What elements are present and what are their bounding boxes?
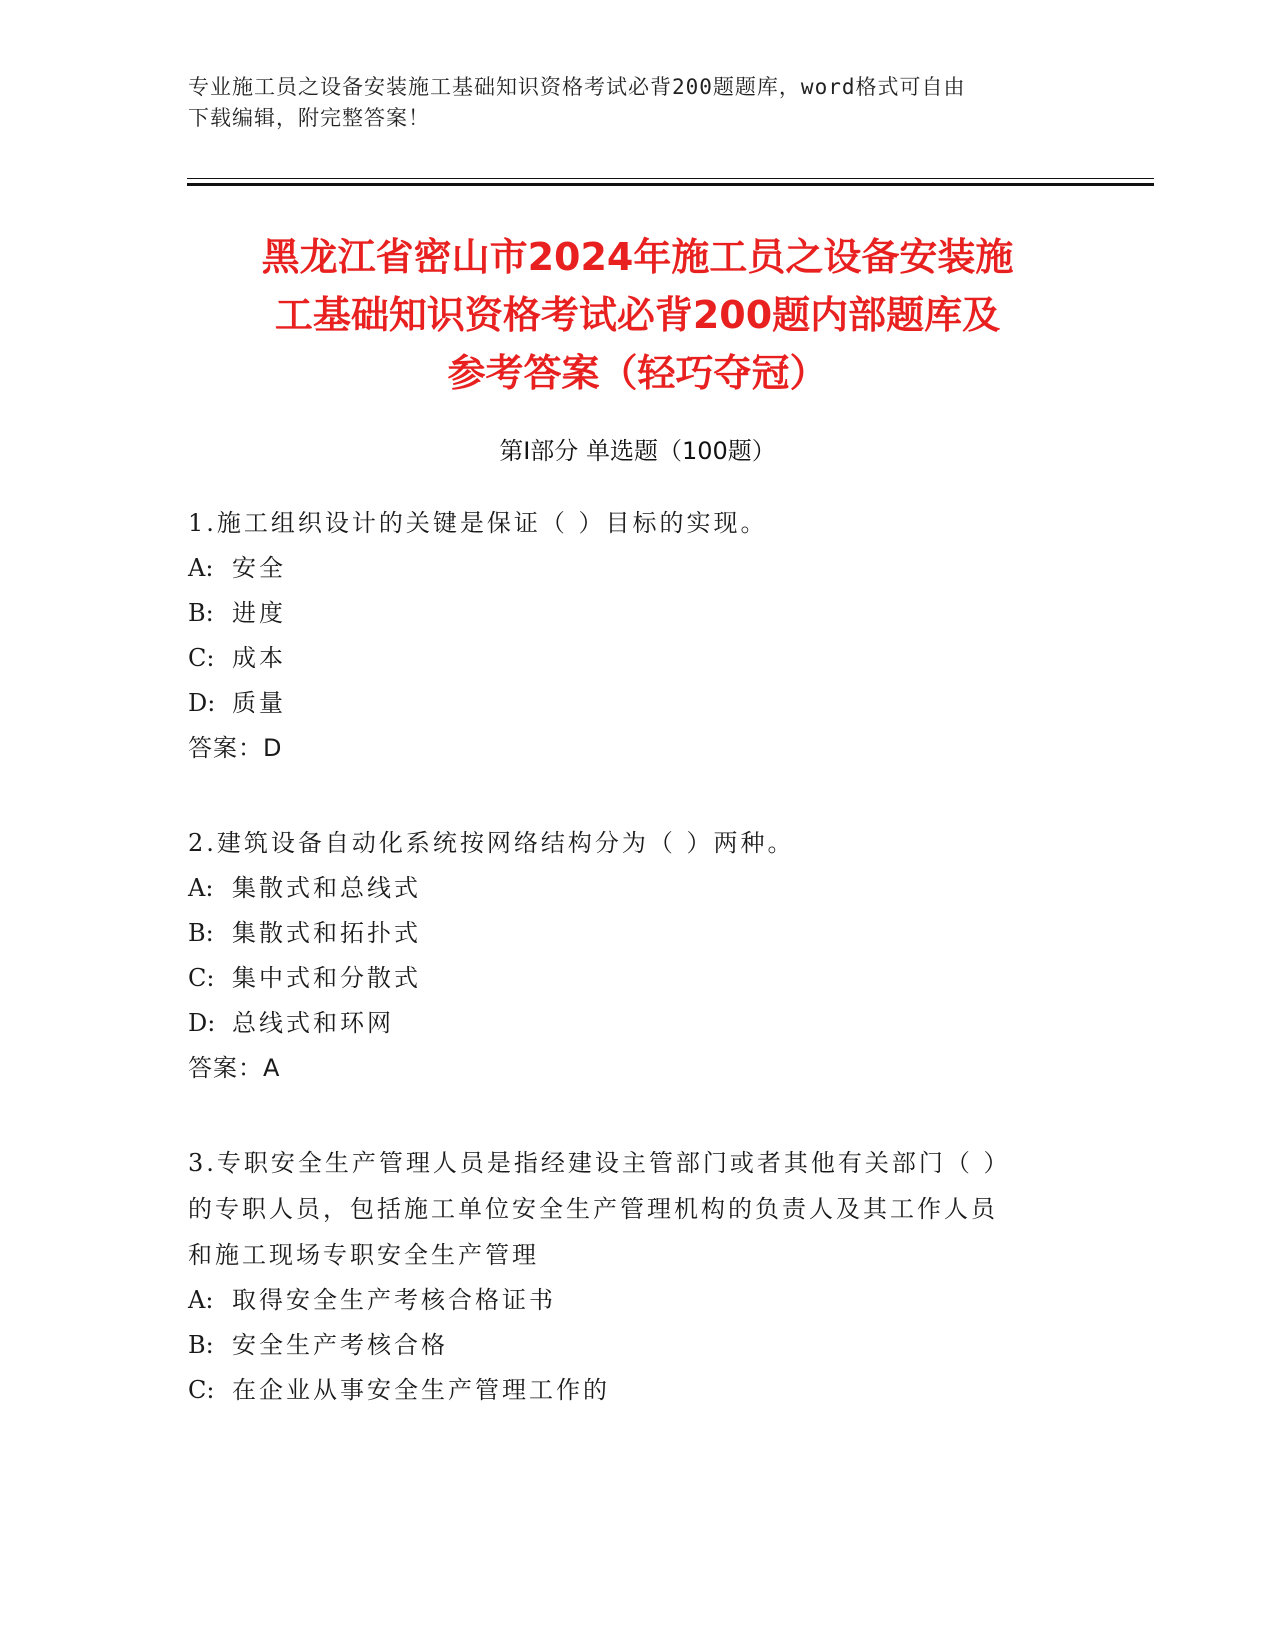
option-text: 取得安全生产考核合格证书 xyxy=(232,1286,556,1314)
option-key: C: xyxy=(188,1376,215,1404)
stem-line: 的专职人员，包括施工单位安全生产管理机构的负责人及其工作人员 xyxy=(188,1195,998,1223)
option-d xyxy=(188,681,1068,726)
stem-line: 和施工现场专职安全生产管理 xyxy=(188,1241,539,1269)
question-stem xyxy=(188,500,1068,546)
option-b xyxy=(188,1323,1068,1368)
question-stem xyxy=(188,1140,1068,1278)
stem-line: 2.建筑设备自动化系统按网络结构分为（ ）两种。 xyxy=(188,829,795,857)
title-line: 参考答案（轻巧夺冠） xyxy=(447,351,828,395)
option-text: 质量 xyxy=(232,689,286,717)
option-text: 在企业从事安全生产管理工作的 xyxy=(232,1376,610,1404)
option-text: 成本 xyxy=(232,644,286,672)
option-c xyxy=(188,956,1068,1001)
question-2 xyxy=(188,820,1068,1091)
header-divider-thick xyxy=(187,183,1154,186)
option-a xyxy=(188,546,1068,591)
option-text: 集散式和拓扑式 xyxy=(232,919,421,947)
option-text: 进度 xyxy=(232,599,286,627)
option-text: 集中式和分散式 xyxy=(232,964,421,992)
question-3 xyxy=(188,1140,1068,1413)
title-line: 工基础知识资格考试必背200题内部题库及 xyxy=(274,293,1001,337)
option-c xyxy=(188,1368,1068,1413)
option-key: B: xyxy=(188,1331,214,1359)
title-line: 黑龙江省密山市2024年施工员之设备安装施 xyxy=(261,235,1014,279)
section-heading: 第Ⅰ部分 单选题（100题） xyxy=(499,437,776,465)
option-key: D: xyxy=(188,1009,216,1037)
header-note-line: 专业施工员之设备安装施工基础知识资格考试必背200题题库，word格式可自由 xyxy=(188,75,966,99)
option-c xyxy=(188,636,1068,681)
question-stem xyxy=(188,820,1068,866)
option-a xyxy=(188,866,1068,911)
option-key: B: xyxy=(188,599,214,627)
option-a xyxy=(188,1278,1068,1323)
option-key: D: xyxy=(188,689,216,717)
option-key: A: xyxy=(188,1286,214,1314)
option-d xyxy=(188,1001,1068,1046)
question-1 xyxy=(188,500,1068,771)
option-text: 总线式和环网 xyxy=(232,1009,394,1037)
option-key: A: xyxy=(188,874,214,902)
answer-line: 答案：A xyxy=(188,1054,281,1082)
answer-line: 答案：D xyxy=(188,734,283,762)
option-key: B: xyxy=(188,919,214,947)
option-b xyxy=(188,591,1068,636)
option-text: 集散式和总线式 xyxy=(232,874,421,902)
header-note-line: 下载编辑，附完整答案！ xyxy=(188,106,430,130)
header-note xyxy=(188,72,1068,134)
option-key: C: xyxy=(188,644,215,672)
stem-line: 1.施工组织设计的关键是保证（ ）目标的实现。 xyxy=(188,509,768,537)
header-divider-thin xyxy=(187,178,1154,179)
option-b xyxy=(188,911,1068,956)
document-title xyxy=(150,228,1125,402)
option-text: 安全生产考核合格 xyxy=(232,1331,448,1359)
stem-line: 3.专职安全生产管理人员是指经建设主管部门或者其他有关部门（ ） xyxy=(188,1149,1011,1177)
option-key: C: xyxy=(188,964,215,992)
option-text: 安全 xyxy=(232,554,286,582)
option-key: A: xyxy=(188,554,214,582)
